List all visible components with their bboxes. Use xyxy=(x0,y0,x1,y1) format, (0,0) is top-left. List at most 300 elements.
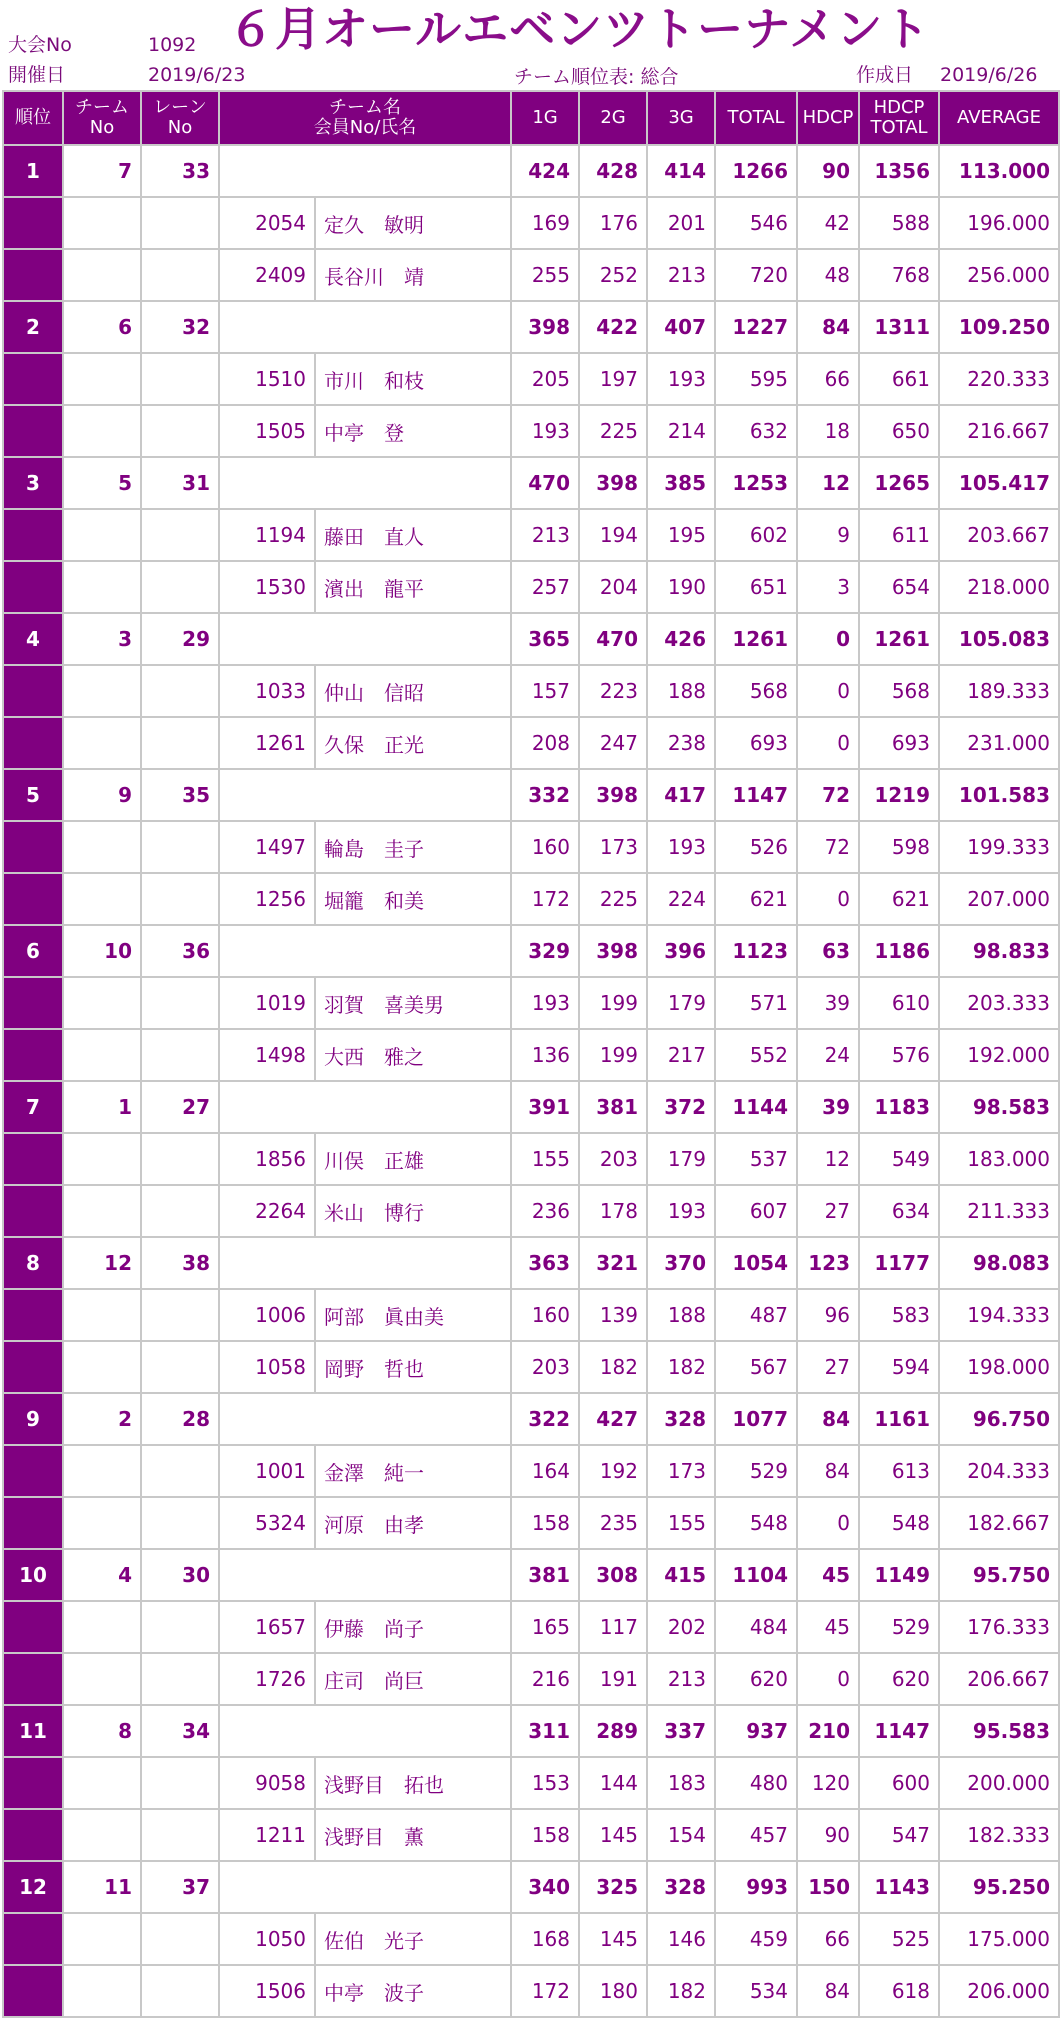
member-g2-cell: 191 xyxy=(579,1653,647,1705)
rank-blank-cell xyxy=(3,1133,63,1185)
member-total-cell: 548 xyxy=(715,1497,797,1549)
rank-blank-cell xyxy=(3,873,63,925)
rank-cell: 5 xyxy=(3,769,63,821)
team-no-cell: 7 xyxy=(63,145,141,197)
member-total-cell: 529 xyxy=(715,1445,797,1497)
member-hdcp-cell: 0 xyxy=(797,873,859,925)
member-row xyxy=(3,1289,1059,1341)
member-no-cell: 1497 xyxy=(219,821,315,873)
rank-cell: 6 xyxy=(3,925,63,977)
member-g2-cell: 252 xyxy=(579,249,647,301)
total-cell: 937 xyxy=(715,1705,797,1757)
member-average-cell: 220.333 xyxy=(939,353,1059,405)
average-cell: 101.583 xyxy=(939,769,1059,821)
member-hdcp-cell: 90 xyxy=(797,1809,859,1861)
member-g1-cell: 257 xyxy=(511,561,579,613)
member-average-cell: 175.000 xyxy=(939,1913,1059,1965)
team-no-blank-cell xyxy=(63,873,141,925)
member-name-cell: 中亭 波子 xyxy=(315,1965,511,2017)
member-total-cell: 487 xyxy=(715,1289,797,1341)
team-row xyxy=(3,1081,1059,1133)
team-name-cell xyxy=(219,457,511,509)
member-name-cell: 仲山 信昭 xyxy=(315,665,511,717)
member-hdcp-total-cell: 549 xyxy=(859,1133,939,1185)
member-average-cell: 204.333 xyxy=(939,1445,1059,1497)
team-name-cell xyxy=(219,1081,511,1133)
member-g3-cell: 201 xyxy=(647,197,715,249)
team-row xyxy=(3,1705,1059,1757)
total-cell: 1054 xyxy=(715,1237,797,1289)
rank-blank-cell xyxy=(3,249,63,301)
g2-cell: 427 xyxy=(579,1393,647,1445)
member-g3-cell: 193 xyxy=(647,353,715,405)
member-g2-cell: 203 xyxy=(579,1133,647,1185)
member-hdcp-total-cell: 588 xyxy=(859,197,939,249)
member-g1-cell: 157 xyxy=(511,665,579,717)
member-g2-cell: 225 xyxy=(579,405,647,457)
hdcp-cell: 45 xyxy=(797,1549,859,1601)
col-total: TOTAL xyxy=(715,91,797,145)
g3-cell: 417 xyxy=(647,769,715,821)
rank-blank-cell xyxy=(3,1341,63,1393)
lane-no-cell: 31 xyxy=(141,457,219,509)
member-total-cell: 620 xyxy=(715,1653,797,1705)
member-name-cell: 浅野目 拓也 xyxy=(315,1757,511,1809)
lane-no-cell: 34 xyxy=(141,1705,219,1757)
hdcp-total-cell: 1161 xyxy=(859,1393,939,1445)
g1-cell: 322 xyxy=(511,1393,579,1445)
member-average-cell: 176.333 xyxy=(939,1601,1059,1653)
lane-no-cell: 29 xyxy=(141,613,219,665)
member-row xyxy=(3,977,1059,1029)
member-average-cell: 211.333 xyxy=(939,1185,1059,1237)
lane-no-cell: 35 xyxy=(141,769,219,821)
hdcp-total-cell: 1143 xyxy=(859,1861,939,1913)
member-total-cell: 567 xyxy=(715,1341,797,1393)
member-name-cell: 川俣 正雄 xyxy=(315,1133,511,1185)
member-no-cell: 5324 xyxy=(219,1497,315,1549)
lane-no-blank-cell xyxy=(141,1029,219,1081)
member-name-cell: 庄司 尚巨 xyxy=(315,1653,511,1705)
member-hdcp-cell: 45 xyxy=(797,1601,859,1653)
team-no-blank-cell xyxy=(63,1809,141,1861)
g2-cell: 308 xyxy=(579,1549,647,1601)
hdcp-cell: 84 xyxy=(797,301,859,353)
member-name-cell: 長谷川 靖 xyxy=(315,249,511,301)
g1-cell: 329 xyxy=(511,925,579,977)
lane-no-blank-cell xyxy=(141,665,219,717)
member-no-cell: 1256 xyxy=(219,873,315,925)
member-g3-cell: 188 xyxy=(647,1289,715,1341)
rank-blank-cell xyxy=(3,1497,63,1549)
member-hdcp-cell: 96 xyxy=(797,1289,859,1341)
team-no-cell: 9 xyxy=(63,769,141,821)
member-g2-cell: 144 xyxy=(579,1757,647,1809)
member-g2-cell: 145 xyxy=(579,1809,647,1861)
member-g3-cell: 193 xyxy=(647,821,715,873)
average-cell: 109.250 xyxy=(939,301,1059,353)
g3-cell: 328 xyxy=(647,1861,715,1913)
team-no-blank-cell xyxy=(63,977,141,1029)
member-no-cell: 1033 xyxy=(219,665,315,717)
team-no-cell: 11 xyxy=(63,1861,141,1913)
rank-blank-cell xyxy=(3,1653,63,1705)
g2-cell: 289 xyxy=(579,1705,647,1757)
total-cell: 1261 xyxy=(715,613,797,665)
rank-blank-cell xyxy=(3,717,63,769)
member-total-cell: 693 xyxy=(715,717,797,769)
member-g1-cell: 208 xyxy=(511,717,579,769)
member-g2-cell: 178 xyxy=(579,1185,647,1237)
team-name-cell xyxy=(219,145,511,197)
hdcp-total-cell: 1356 xyxy=(859,145,939,197)
hdcp-total-cell: 1186 xyxy=(859,925,939,977)
g3-cell: 372 xyxy=(647,1081,715,1133)
member-g1-cell: 158 xyxy=(511,1809,579,1861)
member-name-cell: 藤田 直人 xyxy=(315,509,511,561)
member-g3-cell: 202 xyxy=(647,1601,715,1653)
member-g3-cell: 154 xyxy=(647,1809,715,1861)
g1-cell: 424 xyxy=(511,145,579,197)
col-team-no: チーム No xyxy=(63,91,141,145)
member-hdcp-total-cell: 600 xyxy=(859,1757,939,1809)
member-g1-cell: 160 xyxy=(511,821,579,873)
g1-cell: 363 xyxy=(511,1237,579,1289)
member-average-cell: 182.667 xyxy=(939,1497,1059,1549)
hdcp-total-cell: 1219 xyxy=(859,769,939,821)
col-1g: 1G xyxy=(511,91,579,145)
average-cell: 98.833 xyxy=(939,925,1059,977)
total-cell: 1123 xyxy=(715,925,797,977)
g1-cell: 391 xyxy=(511,1081,579,1133)
member-g1-cell: 193 xyxy=(511,405,579,457)
member-name-cell: 久保 正光 xyxy=(315,717,511,769)
rank-blank-cell xyxy=(3,509,63,561)
member-total-cell: 571 xyxy=(715,977,797,1029)
hdcp-total-cell: 1265 xyxy=(859,457,939,509)
member-average-cell: 256.000 xyxy=(939,249,1059,301)
member-g3-cell: 179 xyxy=(647,1133,715,1185)
rank-blank-cell xyxy=(3,353,63,405)
member-hdcp-cell: 42 xyxy=(797,197,859,249)
member-hdcp-cell: 0 xyxy=(797,1653,859,1705)
hdcp-total-cell: 1311 xyxy=(859,301,939,353)
member-hdcp-total-cell: 618 xyxy=(859,1965,939,2017)
member-g1-cell: 203 xyxy=(511,1341,579,1393)
page-title: ６月オールエベンツトーナメント xyxy=(228,2,931,56)
lane-no-blank-cell xyxy=(141,405,219,457)
member-row xyxy=(3,1185,1059,1237)
average-cell: 95.250 xyxy=(939,1861,1059,1913)
col-hdcp: HDCP xyxy=(797,91,859,145)
hdcp-cell: 84 xyxy=(797,1393,859,1445)
team-no-cell: 4 xyxy=(63,1549,141,1601)
member-row xyxy=(3,561,1059,613)
average-cell: 105.083 xyxy=(939,613,1059,665)
total-cell: 1077 xyxy=(715,1393,797,1445)
member-g3-cell: 190 xyxy=(647,561,715,613)
team-row xyxy=(3,613,1059,665)
member-no-cell: 2264 xyxy=(219,1185,315,1237)
average-cell: 113.000 xyxy=(939,145,1059,197)
lane-no-blank-cell xyxy=(141,249,219,301)
member-hdcp-total-cell: 613 xyxy=(859,1445,939,1497)
col-hdcp-total: HDCP TOTAL xyxy=(859,91,939,145)
member-g2-cell: 117 xyxy=(579,1601,647,1653)
g1-cell: 365 xyxy=(511,613,579,665)
member-hdcp-total-cell: 576 xyxy=(859,1029,939,1081)
member-average-cell: 189.333 xyxy=(939,665,1059,717)
member-name-cell: 中亭 登 xyxy=(315,405,511,457)
average-cell: 105.417 xyxy=(939,457,1059,509)
total-cell: 1227 xyxy=(715,301,797,353)
table-header xyxy=(3,91,1059,145)
g3-cell: 370 xyxy=(647,1237,715,1289)
event-date-label: 開催日 xyxy=(8,64,66,86)
member-total-cell: 480 xyxy=(715,1757,797,1809)
member-average-cell: 200.000 xyxy=(939,1757,1059,1809)
col-name: チーム名 会員No/氏名 xyxy=(219,91,511,145)
average-cell: 95.583 xyxy=(939,1705,1059,1757)
g2-cell: 381 xyxy=(579,1081,647,1133)
tournament-no: 1092 xyxy=(148,34,197,56)
team-no-blank-cell xyxy=(63,1289,141,1341)
lane-no-blank-cell xyxy=(141,873,219,925)
rank-blank-cell xyxy=(3,405,63,457)
lane-no-cell: 37 xyxy=(141,1861,219,1913)
member-hdcp-cell: 120 xyxy=(797,1757,859,1809)
member-no-cell: 1006 xyxy=(219,1289,315,1341)
lane-no-cell: 28 xyxy=(141,1393,219,1445)
lane-no-blank-cell xyxy=(141,1809,219,1861)
member-row xyxy=(3,1601,1059,1653)
table-body xyxy=(3,145,1059,2017)
member-hdcp-total-cell: 568 xyxy=(859,665,939,717)
team-no-blank-cell xyxy=(63,1341,141,1393)
member-row xyxy=(3,509,1059,561)
lane-no-cell: 33 xyxy=(141,145,219,197)
member-name-cell: 堀籠 和美 xyxy=(315,873,511,925)
col-2g: 2G xyxy=(579,91,647,145)
event-date: 2019/6/23 xyxy=(148,64,246,86)
member-name-cell: 岡野 哲也 xyxy=(315,1341,511,1393)
hdcp-total-cell: 1149 xyxy=(859,1549,939,1601)
g3-cell: 385 xyxy=(647,457,715,509)
member-g3-cell: 195 xyxy=(647,509,715,561)
g3-cell: 414 xyxy=(647,145,715,197)
hdcp-cell: 72 xyxy=(797,769,859,821)
team-no-blank-cell xyxy=(63,1445,141,1497)
col-lane-no: レーン No xyxy=(141,91,219,145)
member-g2-cell: 235 xyxy=(579,1497,647,1549)
g3-cell: 396 xyxy=(647,925,715,977)
member-hdcp-total-cell: 594 xyxy=(859,1341,939,1393)
member-hdcp-total-cell: 548 xyxy=(859,1497,939,1549)
col-3g: 3G xyxy=(647,91,715,145)
total-cell: 1144 xyxy=(715,1081,797,1133)
lane-no-blank-cell xyxy=(141,1965,219,2017)
member-g2-cell: 192 xyxy=(579,1445,647,1497)
team-row xyxy=(3,769,1059,821)
member-no-cell: 1505 xyxy=(219,405,315,457)
lane-no-blank-cell xyxy=(141,561,219,613)
average-cell: 95.750 xyxy=(939,1549,1059,1601)
team-no-blank-cell xyxy=(63,1653,141,1705)
member-hdcp-cell: 84 xyxy=(797,1445,859,1497)
rank-cell: 8 xyxy=(3,1237,63,1289)
team-name-cell xyxy=(219,1861,511,1913)
member-row xyxy=(3,353,1059,405)
member-no-cell: 1510 xyxy=(219,353,315,405)
member-no-cell: 2409 xyxy=(219,249,315,301)
total-cell: 1266 xyxy=(715,145,797,197)
member-g1-cell: 136 xyxy=(511,1029,579,1081)
g3-cell: 407 xyxy=(647,301,715,353)
member-g1-cell: 193 xyxy=(511,977,579,1029)
rank-blank-cell xyxy=(3,821,63,873)
member-g1-cell: 255 xyxy=(511,249,579,301)
table-type: チーム順位表: 総合 xyxy=(514,66,679,88)
g1-cell: 398 xyxy=(511,301,579,353)
team-name-cell xyxy=(219,769,511,821)
member-g3-cell: 155 xyxy=(647,1497,715,1549)
member-hdcp-cell: 12 xyxy=(797,1133,859,1185)
member-name-cell: 輪島 圭子 xyxy=(315,821,511,873)
team-no-blank-cell xyxy=(63,353,141,405)
team-name-cell xyxy=(219,925,511,977)
team-no-blank-cell xyxy=(63,1913,141,1965)
member-name-cell: 阿部 眞由美 xyxy=(315,1289,511,1341)
member-hdcp-total-cell: 547 xyxy=(859,1809,939,1861)
lane-no-cell: 36 xyxy=(141,925,219,977)
member-g1-cell: 164 xyxy=(511,1445,579,1497)
member-average-cell: 216.667 xyxy=(939,405,1059,457)
member-hdcp-total-cell: 620 xyxy=(859,1653,939,1705)
rank-blank-cell xyxy=(3,1185,63,1237)
member-total-cell: 651 xyxy=(715,561,797,613)
rank-blank-cell xyxy=(3,665,63,717)
member-average-cell: 203.667 xyxy=(939,509,1059,561)
team-no-cell: 12 xyxy=(63,1237,141,1289)
member-g3-cell: 224 xyxy=(647,873,715,925)
member-total-cell: 552 xyxy=(715,1029,797,1081)
member-g1-cell: 168 xyxy=(511,1913,579,1965)
member-g1-cell: 169 xyxy=(511,197,579,249)
member-hdcp-cell: 72 xyxy=(797,821,859,873)
member-g2-cell: 173 xyxy=(579,821,647,873)
member-hdcp-total-cell: 634 xyxy=(859,1185,939,1237)
rank-cell: 4 xyxy=(3,613,63,665)
member-name-cell: 金澤 純一 xyxy=(315,1445,511,1497)
member-g3-cell: 179 xyxy=(647,977,715,1029)
hdcp-total-cell: 1177 xyxy=(859,1237,939,1289)
team-row xyxy=(3,1393,1059,1445)
member-row xyxy=(3,1913,1059,1965)
team-no-cell: 8 xyxy=(63,1705,141,1757)
member-name-cell: 大西 雅之 xyxy=(315,1029,511,1081)
team-no-blank-cell xyxy=(63,1497,141,1549)
average-cell: 98.083 xyxy=(939,1237,1059,1289)
member-name-cell: 浅野目 薫 xyxy=(315,1809,511,1861)
member-average-cell: 218.000 xyxy=(939,561,1059,613)
rank-blank-cell xyxy=(3,561,63,613)
g2-cell: 398 xyxy=(579,769,647,821)
member-total-cell: 568 xyxy=(715,665,797,717)
member-hdcp-total-cell: 598 xyxy=(859,821,939,873)
member-g1-cell: 236 xyxy=(511,1185,579,1237)
g1-cell: 332 xyxy=(511,769,579,821)
member-g3-cell: 238 xyxy=(647,717,715,769)
member-average-cell: 183.000 xyxy=(939,1133,1059,1185)
member-name-cell: 河原 由孝 xyxy=(315,1497,511,1549)
member-hdcp-total-cell: 654 xyxy=(859,561,939,613)
member-g1-cell: 216 xyxy=(511,1653,579,1705)
member-hdcp-cell: 66 xyxy=(797,1913,859,1965)
member-no-cell: 1019 xyxy=(219,977,315,1029)
member-g3-cell: 193 xyxy=(647,1185,715,1237)
member-no-cell: 1498 xyxy=(219,1029,315,1081)
member-average-cell: 192.000 xyxy=(939,1029,1059,1081)
member-row xyxy=(3,1965,1059,2017)
member-no-cell: 1506 xyxy=(219,1965,315,2017)
g1-cell: 470 xyxy=(511,457,579,509)
team-row xyxy=(3,145,1059,197)
team-no-blank-cell xyxy=(63,1133,141,1185)
member-total-cell: 534 xyxy=(715,1965,797,2017)
member-g1-cell: 205 xyxy=(511,353,579,405)
team-row xyxy=(3,1549,1059,1601)
rank-blank-cell xyxy=(3,977,63,1029)
g1-cell: 311 xyxy=(511,1705,579,1757)
member-hdcp-cell: 18 xyxy=(797,405,859,457)
hdcp-cell: 210 xyxy=(797,1705,859,1757)
member-no-cell: 1194 xyxy=(219,509,315,561)
member-g1-cell: 158 xyxy=(511,1497,579,1549)
member-hdcp-total-cell: 768 xyxy=(859,249,939,301)
member-no-cell: 1211 xyxy=(219,1809,315,1861)
member-total-cell: 607 xyxy=(715,1185,797,1237)
total-cell: 1104 xyxy=(715,1549,797,1601)
member-name-cell: 米山 博行 xyxy=(315,1185,511,1237)
member-row xyxy=(3,1341,1059,1393)
member-total-cell: 546 xyxy=(715,197,797,249)
member-g1-cell: 160 xyxy=(511,1289,579,1341)
created-date-label: 作成日 xyxy=(856,64,914,86)
team-no-blank-cell xyxy=(63,665,141,717)
team-no-cell: 5 xyxy=(63,457,141,509)
member-average-cell: 206.000 xyxy=(939,1965,1059,2017)
member-row xyxy=(3,405,1059,457)
team-no-blank-cell xyxy=(63,1965,141,2017)
team-name-cell xyxy=(219,1549,511,1601)
member-g2-cell: 176 xyxy=(579,197,647,249)
member-row xyxy=(3,1133,1059,1185)
average-cell: 98.583 xyxy=(939,1081,1059,1133)
member-no-cell: 1050 xyxy=(219,1913,315,1965)
member-total-cell: 459 xyxy=(715,1913,797,1965)
member-total-cell: 484 xyxy=(715,1601,797,1653)
team-no-cell: 2 xyxy=(63,1393,141,1445)
member-total-cell: 632 xyxy=(715,405,797,457)
member-average-cell: 199.333 xyxy=(939,821,1059,873)
col-average: AVERAGE xyxy=(939,91,1059,145)
hdcp-cell: 150 xyxy=(797,1861,859,1913)
member-g2-cell: 182 xyxy=(579,1341,647,1393)
team-no-blank-cell xyxy=(63,1185,141,1237)
member-hdcp-total-cell: 583 xyxy=(859,1289,939,1341)
hdcp-cell: 90 xyxy=(797,145,859,197)
member-no-cell: 1856 xyxy=(219,1133,315,1185)
